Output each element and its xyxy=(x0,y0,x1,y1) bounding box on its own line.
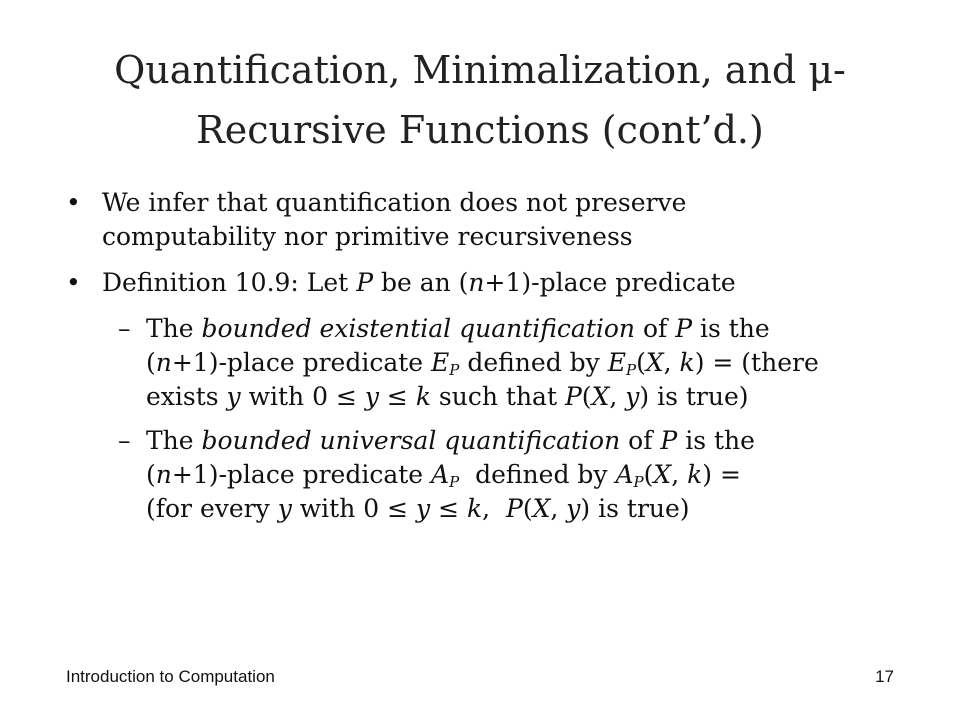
sub-bullet-marker: – xyxy=(118,314,131,343)
bullet-marker: • xyxy=(66,188,81,217)
bullet-item-1 xyxy=(64,186,904,254)
bullet-item-2 xyxy=(64,266,904,300)
footer-page-number: 17 xyxy=(875,667,894,686)
bullet-marker: • xyxy=(66,268,81,297)
sub-bullet-line: (n+1)-place predicate $E_P$ defined by $E_P(X$, k) = (there xyxy=(146,348,819,379)
sub-bullet-line: (for every y with 0 ≤ y ≤ k, P(X, y) is true) xyxy=(146,494,690,523)
sub-bullet-line: The bounded existential quantification of P is the xyxy=(146,314,770,343)
sub-bullet-line: exists y with 0 ≤ y ≤ k such that P(X, y) is true) xyxy=(146,382,749,411)
bullet-line: computability nor primitive recursiveness xyxy=(102,222,633,251)
sub-bullet-item-1 xyxy=(64,312,904,414)
footer-course-title: Introduction to Computation xyxy=(66,667,275,686)
title-line-2: Recursive Functions (cont’d.) xyxy=(196,108,764,152)
sub-bullet-marker: – xyxy=(118,426,131,455)
bullet-line: We infer that quantification does not preserve xyxy=(102,188,687,217)
bullet-line: Definition 10.9: Let P be an (n+1)-place predicate xyxy=(102,268,736,297)
sub-bullet-line: The bounded universal quantification of P is the xyxy=(146,426,755,455)
title-line-1: Quantification, Minimalization, and μ- xyxy=(114,48,846,92)
sub-bullet-item-2 xyxy=(64,424,904,526)
sub-bullet-line: (n+1)-place predicate $A_P$ defined by $A_P(X$, k) = xyxy=(146,460,741,491)
slide-title xyxy=(60,40,900,160)
bullet-list xyxy=(64,186,904,536)
